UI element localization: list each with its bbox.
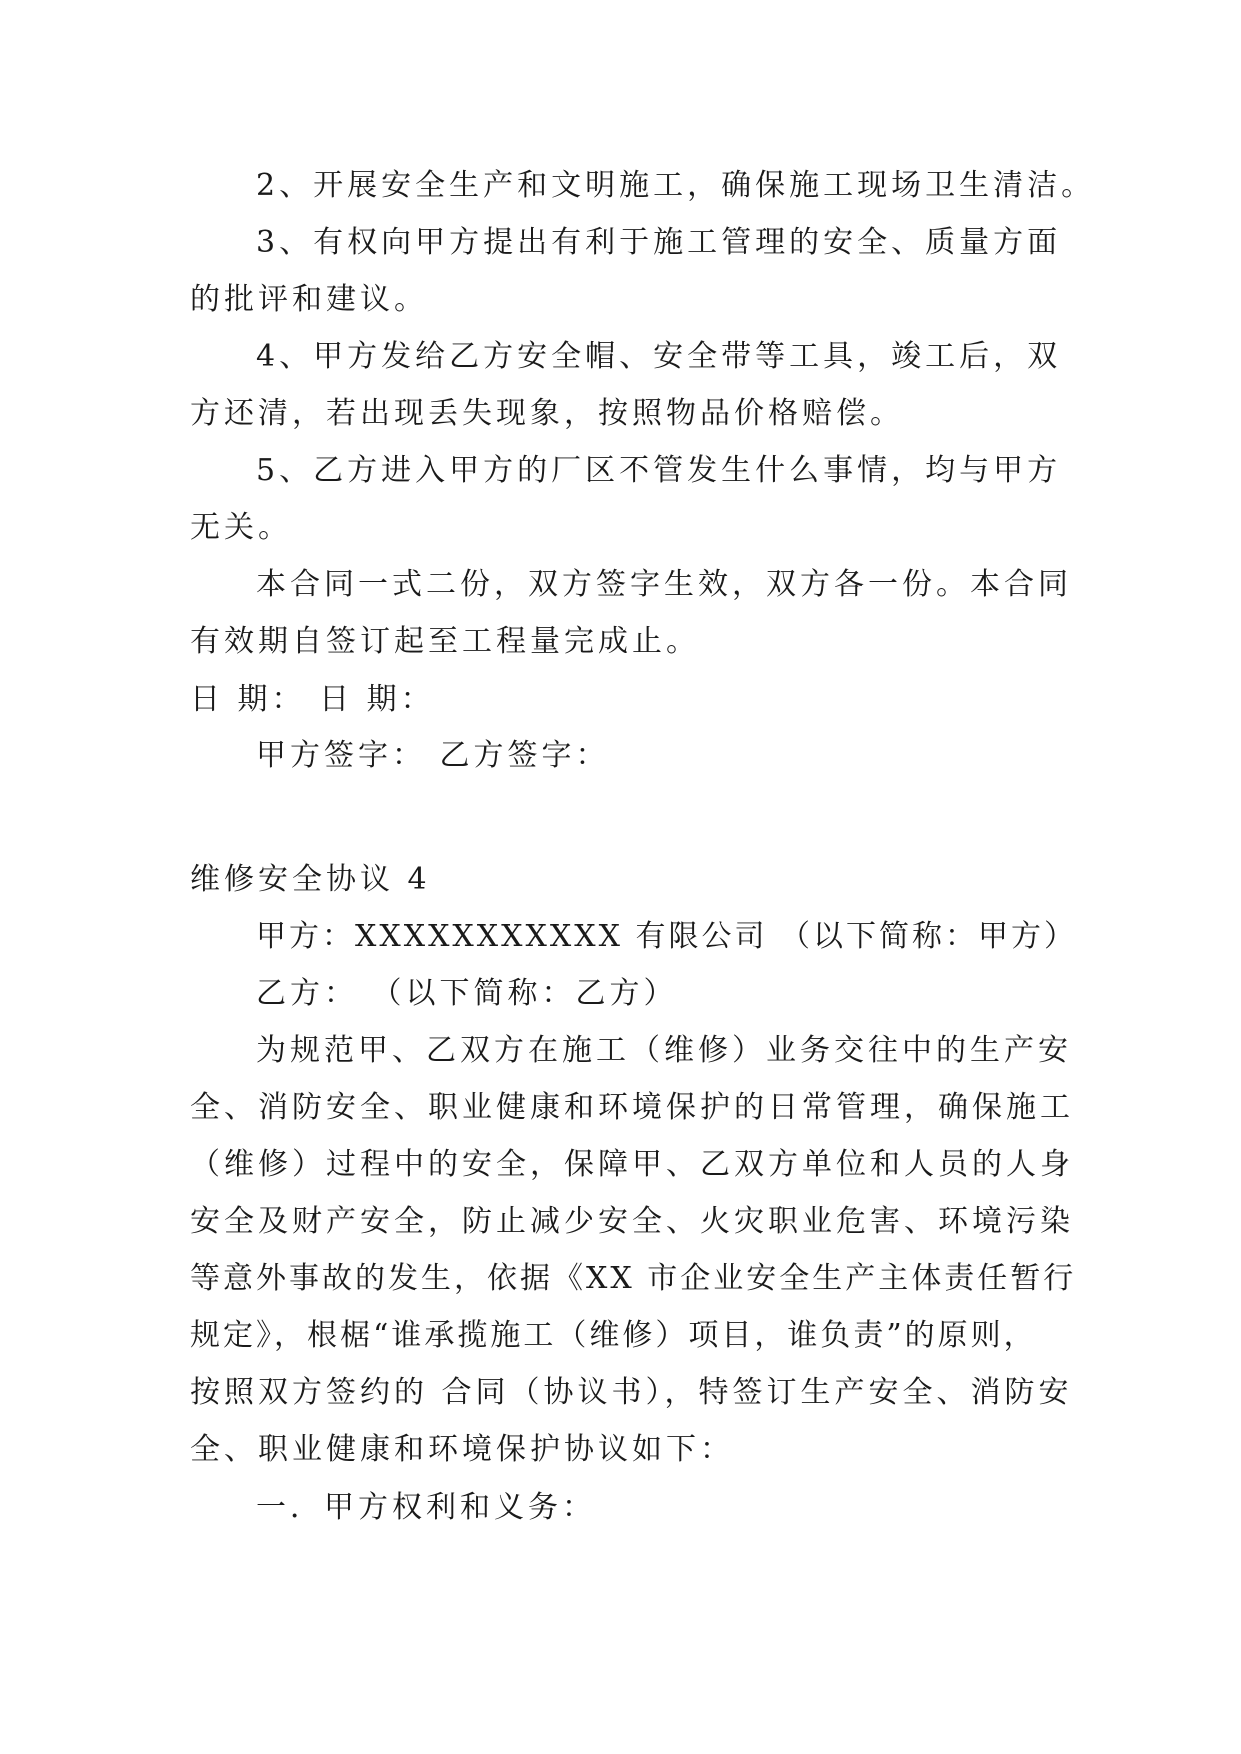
section-heading-party-a-rights: 一．甲方权利和义务：: [256, 1490, 596, 1525]
preamble-line-8: 全、职业健康和环境保护协议如下：: [190, 1432, 734, 1467]
clause-4-line-2: 方还清，若出现丢失现象，按照物品价格赔偿。: [190, 396, 904, 431]
clause-2: 2、开展安全生产和文明施工，确保施工现场卫生清洁。: [256, 168, 1096, 203]
preamble-line-7: 按照双方签约的 合同（协议书），特签订生产安全、消防安: [190, 1375, 1073, 1410]
contract-copies-line-1: 本合同一式二份，双方签字生效，双方各一份。本合同: [256, 567, 1072, 602]
date-line: 日 期： 日 期：: [190, 682, 435, 717]
preamble-line-3: （维修）过程中的安全，保障甲、乙双方单位和人员的人身: [190, 1147, 1074, 1182]
clause-3-line-2: 的批评和建议。: [190, 282, 428, 317]
clause-4-line-1: 4、甲方发给乙方安全帽、安全带等工具，竣工后，双: [256, 339, 1062, 374]
clause-5-line-2: 无关。: [190, 510, 292, 545]
preamble-line-4: 安全及财产安全，防止减少安全、火灾职业危害、环境污染: [190, 1204, 1074, 1239]
clause-3-line-1: 3、有权向甲方提出有利于施工管理的安全、质量方面: [256, 225, 1062, 260]
preamble-line-6: 规定》，根椐“谁承揽施工（维修）项目，谁负责”的原则，: [190, 1318, 1037, 1353]
contract-copies-line-2: 有效期自签订起至工程量完成止。: [190, 624, 700, 659]
preamble-line-5: 等意外事故的发生，依据《XX 市企业安全生产主体责任暂行: [190, 1261, 1077, 1296]
party-b: 乙方： （以下简称：乙方）: [256, 976, 678, 1011]
preamble-line-2: 全、消防安全、职业健康和环境保护的日常管理，确保施工: [190, 1090, 1074, 1125]
signature-line: 甲方签字： 乙方签字：: [256, 738, 610, 773]
clause-5-line-1: 5、乙方进入甲方的厂区不管发生什么事情，均与甲方: [256, 453, 1062, 488]
agreement-title: 维修安全协议 4: [190, 862, 431, 897]
party-a: 甲方：XXXXXXXXXXX 有限公司 （以下简称：甲方）: [256, 919, 1078, 954]
preamble-line-1: 为规范甲、乙双方在施工（维修）业务交往中的生产安: [256, 1033, 1072, 1068]
